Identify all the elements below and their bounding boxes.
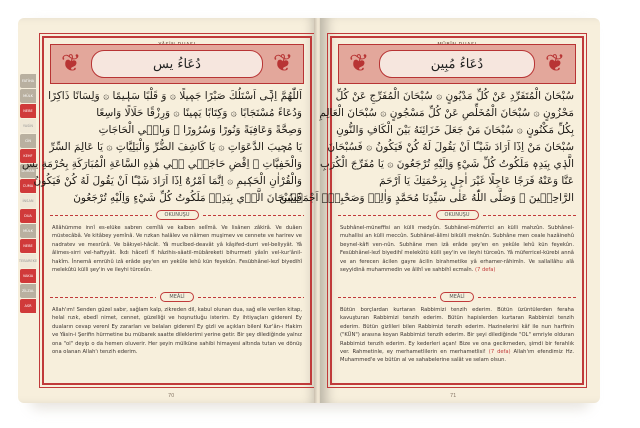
ornament-icon: ❦ xyxy=(348,49,370,77)
index-tab: CUMA xyxy=(20,179,36,193)
index-tab: TEBAREKE xyxy=(20,254,36,268)
section-label: OKUNUŞU xyxy=(436,210,479,220)
right-title-banner xyxy=(338,44,576,84)
okunusu-body: Subhânel-müneffisi an külli medyûn. Subhânel-müferrici an külli mahzûn. Subhânel-muhallisi an külli meccûn. Subhânel-âlimi bikülli meknûn. Subhâne men ceale hazâinehû beynel-kâfi ven-nûn. Subhâne men izâ erâde şey'en en yekûle lehû kün feyekûn. Fesübhânel-lezî biyedihî melekûtü külli şey'in ve ileyhi türceûn. Yâ müferricel-kürebi annâ ve an ferecen âcilen gayre âcilin birahmetike yâ erhamer-râhimîn. Ve sallallâhu alâ seyyidinâ muhammedin ve âlihî ve sahbihî ecmaîn. xyxy=(340,225,574,274)
index-tab: ZİLZAL xyxy=(20,284,36,298)
right-page-frame xyxy=(279,36,584,385)
right-page xyxy=(279,18,600,403)
arabic-line: وَالْقُرْاٰنِ الْحَكٖيمِ ۞ اِنَّمَا اَمْرُهُٓ اِذَٓا اَرَادَ شَيْـًٔا اَنْ يَقُولَ لَهُ كُنْ فَيَكُونُ xyxy=(33,175,302,187)
divider xyxy=(478,297,576,298)
right-arabic-title: دُعَاءُ مُبِين xyxy=(379,50,535,78)
divider xyxy=(338,215,432,216)
left-meali-text: Allah'ım! Senden güzel sabır, sağlam kalp, zikreden dil, kabul olunan dua, sağ elle verilen kitap, helal rızık, ebedî nimet, cennet, güzelliği ve hoşnutluğu isterim. Ey ihtiyaçları giderenl Ey duaların cevap verenl Ey zararları ve belaları giderenl Ey gizli ve açıkları bilenl Kur'ân-ı Hakim ve Yâsin-i Şerifin hürmetine bu mübarek saatte dileklerimi yerine getir. Bir şey dilediğinde yalnız ona "ol" deyip o da hemen oluverir. Her şeyin mülküne sahibi himayesi altında tutan ve dönüş ona olanan Allah'ı tenzih ederim. xyxy=(52,307,302,356)
divider xyxy=(203,215,305,216)
section-label: MEÂLİ xyxy=(160,292,193,302)
arabic-line: فَسُبْحَانَ الَّذٖي بِيَدِهٖ مَلَكُوتُ كُلِّ شَيْءٍ وَاِلَيْهِ تُرْجَعُونَ xyxy=(73,192,302,204)
section-label: OKUNUŞU xyxy=(156,210,199,220)
right-okunusu-text xyxy=(340,224,574,288)
index-tab: DUA xyxy=(20,209,36,223)
left-meali-header xyxy=(50,292,304,302)
index-tab: MÜLK xyxy=(20,89,36,103)
right-meali-text xyxy=(340,306,574,378)
left-okunusu-header xyxy=(50,210,304,220)
left-title-banner xyxy=(50,44,304,84)
meali-body: Bütün borçlardan kurtaran Rabbimizi tenzih ederim. Bütün üzüntülerden feraha kavuşturan Rabbimizi tenzih ederim. Bütün hapislerden kurtaran Rabbimizi tenzih ederim. Bütün gizlileri bilen Rabbimizi tenzih ederim. Hazinelerini kâf ile nun harfinin ("KÜN") arasına koyan Rabbimizi tenzih ederim. Bir şeyi dilediğinde "OL" emriyle olduran Rabbimizi tenzih ederim. Ey kederleri açan! Bize ve ona gecikmeden, şimdi bir ferahlık ver. Rahmetinle, ey merhametlilerin en merhametlisi! xyxy=(340,307,574,356)
divider xyxy=(338,297,436,298)
arabic-line: سُبْحَانَ الْمُتَفَرِّدِ عَنْ كُلِّ مَدْيُونٍ ۞ سُبْحَانَ الْمُفَرِّجِ عَنْ كُلِّ xyxy=(335,90,574,102)
arabic-line: وَالْخَفِيَّاتِ ۞ اِقْضِ حَاجَتٖي فٖي هٰذِهِ السَّاعَةِ الْمُبَارَكَةِ بِحُرْمَةِ يس xyxy=(22,158,302,170)
index-tab: VAKIA xyxy=(20,269,36,283)
left-okunusu-text: Allâhümme innî es-elüke sabren cemîlâ ve kalben selîmâ. Ve lisânen zâkirâ. Ve duâen müstecâbâ. Ve kitâbey yemînâ. Ve rızkan halâlev ve nâimen muşimev ve cennete ve harirev ve nadratev ve mesrûrâ. Ve bâkıyel-hâcât. Yâ mucîbed-deavât yâ kâşifed-durri vel-beliyyât. Yâ âlimes-sirri vel-hafiyyât. İkdı hâcetî fî hâzihis-sâatil-mübâreketi bihurmeti yâsîn vel-kur'ânil-hakîm. İnnemâ emrühû izâ erâde şey'en en yekûle lehû kün feyekûn. Fesübhânel-lezî biyedihî melekûtü külli şey'in ve ileyhi türceûn. xyxy=(52,225,302,274)
index-tab: YASİN xyxy=(20,119,36,133)
divider xyxy=(198,297,304,298)
repeat-note: (7 defa) xyxy=(488,349,511,356)
ornament-icon: ❦ xyxy=(272,49,294,77)
index-tabs xyxy=(20,74,36,314)
ornament-icon: ❦ xyxy=(60,49,82,77)
arabic-line: وَدُعَاءً مُسْتَجَابًا ۞ وَكِتَابًا يَمٖينًا ۞ وَرِزْقًا حَلَالًا وَاسِعًا xyxy=(96,107,302,119)
index-tab: FATİHA xyxy=(20,74,36,88)
arabic-line: عَنَّا وَعَنْهُ فَرَجًا عَاجِلًا غَيْرَ اٰجِلٍ بِرَحْمَتِكَ يَا اَرْحَمَ xyxy=(379,175,574,187)
arabic-line: سُبْحَانَ مَنْ اِذَٓا اَرَادَ شَيْـًٔا اَنْ يَقُولَ لَهُ كُنْ فَيَكُونُ ۞ فَسُبْحَانَ xyxy=(327,141,574,153)
index-tab: NEBE xyxy=(20,239,36,253)
arabic-line: وَصِحَّةً وَعَافِيَةً وَنُورًا وَسُرُورًا ۞ وَبِاقٖي الْحَاجَاتِ xyxy=(98,124,302,136)
right-meali-header xyxy=(338,292,576,302)
index-tab: CİN xyxy=(20,134,36,148)
index-tab: DUHAN xyxy=(20,164,36,178)
index-tab: İNSAN xyxy=(20,194,36,208)
arabic-line: الرَّاحِمٖينَ ۞ وَصَلَّى اللّٰهُ عَلٰى سَيِّدِنَا مُحَمَّدٍ وَاٰلِهٖ وَصَحْبِهٖٓ اَجْمَعٖينَ xyxy=(279,192,574,204)
left-arabic-title: دُعَاءُ يس xyxy=(91,50,263,78)
left-page xyxy=(18,18,318,403)
left-page-number: 70 xyxy=(168,393,175,399)
right-arabic-text xyxy=(279,88,574,207)
repeat-note: (7 defa) xyxy=(474,267,496,274)
index-tab: NEBE xyxy=(20,104,36,118)
section-label: MEÂLİ xyxy=(440,292,473,302)
divider xyxy=(50,297,156,298)
index-tab: KEHF xyxy=(20,149,36,163)
arabic-line: اَللّٰهُمَّ اِنّٖٓى اَسْتَلُكَ صَبْرًا جَمٖيلًا ۞ وَ قَلْبًا سَلٖيمًا ۞ وَلِسَانًا ذَاكِرًا xyxy=(48,90,302,102)
index-tab: MÜLK xyxy=(20,224,36,238)
right-page-number: 71 xyxy=(450,393,457,399)
divider xyxy=(483,215,577,216)
arabic-line: الَّذٖي بِيَدِهٖ مَلَكُوتُ كُلِّ شَيْءٍ وَاِلَيْهِ تُرْجَعُونَ ۞ يَا مُفَرِّجَ الْكُرَبِ xyxy=(319,158,574,170)
right-okunusu-header xyxy=(338,210,576,220)
divider xyxy=(50,215,152,216)
arabic-line: يَا مُجٖيبَ الدَّعَوَاتِ ۞ يَا كَاشِفَ الضُّرِّ وَالْبَلِيَّاتِ ۞ يَا عَالِمَ السِّرِّ xyxy=(49,141,302,153)
arabic-line: بِكُلِّ مَكْنُونٍ ۞ سُبْحَانَ مَنْ جَعَلَ خَزَائِنَهُ بَيْنَ الْكَافِ وَالنُّونِ xyxy=(336,124,574,136)
meali-end: Allah'ım efendimiz Hz. Muhammed'e ve bütün al ve sahabelerine salât ve selam olsun. xyxy=(340,349,574,364)
index-tab: ASR xyxy=(20,299,36,313)
arabic-line: مَحْزُونٍ ۞ سُبْحَانَ الْمُخَلِّصِ عَنْ كُلِّ مَسْجُونٍ ۞ سُبْحَانَ الْعَالِمِ xyxy=(319,107,574,119)
ornament-icon: ❦ xyxy=(544,49,566,77)
